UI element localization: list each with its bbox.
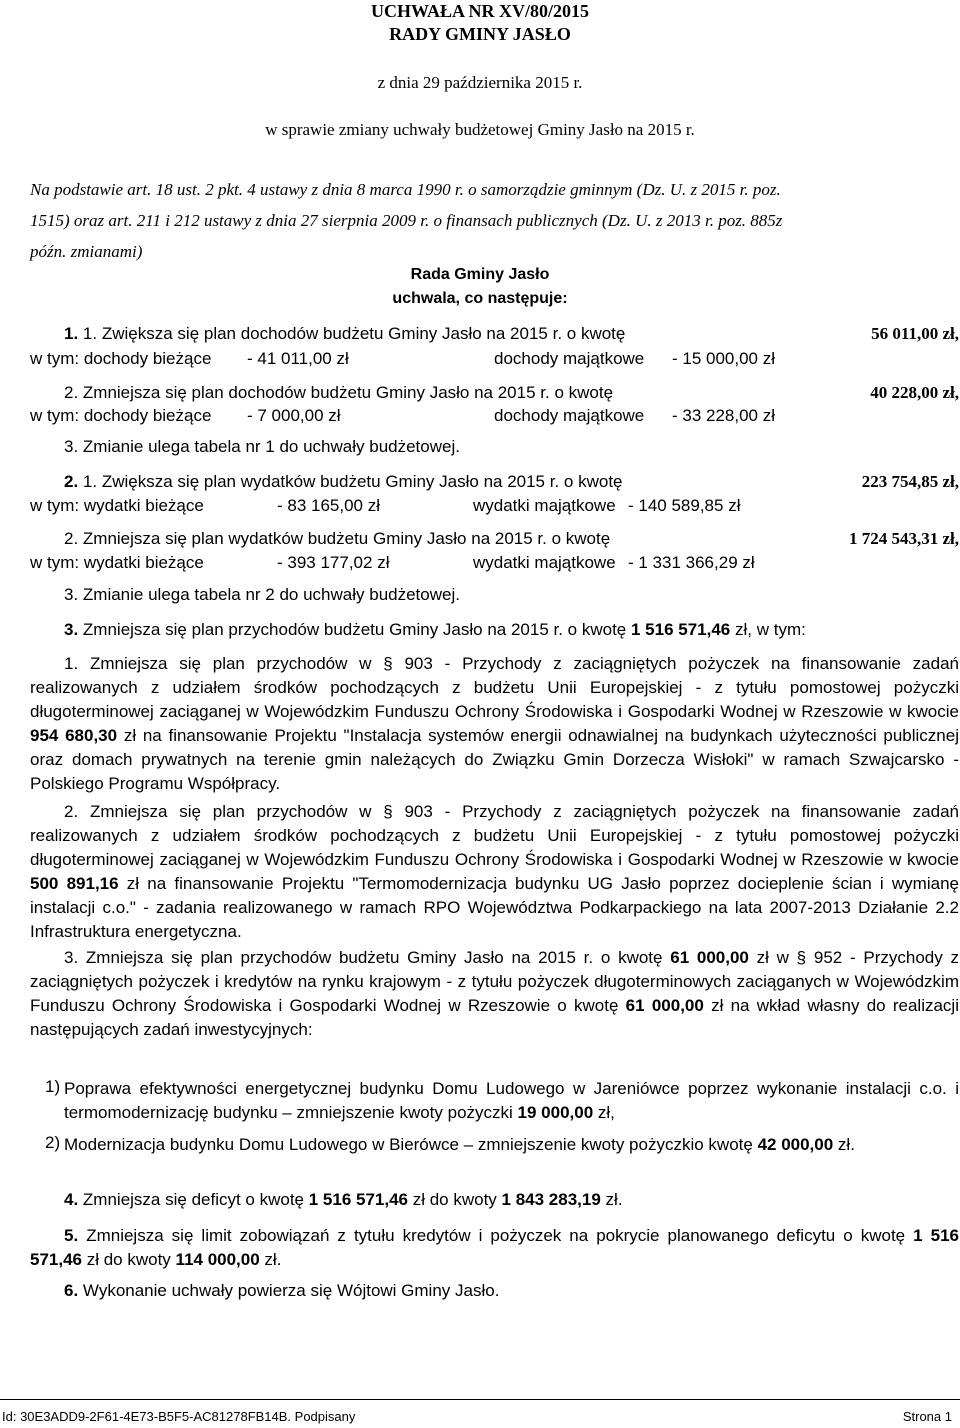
list-item-1-amount: 19 000,00 <box>517 1103 594 1122</box>
s3-paragraph-3 <box>30 946 959 1042</box>
resolution-decides: uchwala, co następuje: <box>392 290 568 307</box>
s1-item1-sub-a: w tym: dochody bieżące <box>30 349 212 368</box>
s2-number: 2. <box>64 472 79 491</box>
s3-intro <box>64 620 806 640</box>
list-item-2-amount: 42 000,00 <box>757 1135 834 1154</box>
legal-basis-line-1: Na podstawie art. 18 ust. 2 pkt. 4 ustawy z dnia 8 marca 1990 r. o samorządzie gminnym (Dz. U. z 2015 r. poz. <box>30 180 781 199</box>
s5-amount-2: 114 000,00 <box>175 1250 260 1269</box>
s2-item2-line <box>64 529 959 549</box>
s5-text-b: zł do kwoty <box>82 1250 176 1269</box>
list-item-1 <box>64 1077 959 1125</box>
s2-item1-sub-b: wydatki majątkowe <box>473 496 616 515</box>
s1-item2-line <box>64 383 959 403</box>
s5-text-a: Zmniejsza się limit zobowiązań z tytułu kredytów i pożyczek na pokrycie planowanego deficytu o kwotę <box>86 1226 914 1245</box>
s3-p2-text-b: zł na finansowanie Projektu "Termomodernizacja budynku UG Jasło poprzez docieplenie ścian i wymianę instalacji c.o." - zadania realizowanego w ramach RPO Województwa Podkarpackiego na lata 2007-2013 Działanie 2.2 Infrastruktura energetyczna. <box>30 874 959 941</box>
s3-intro-amount: 1 516 571,46 <box>631 620 731 639</box>
resolution-council: Rada Gminy Jasło <box>410 266 550 283</box>
s3-p1-amount: 954 680,30 <box>30 726 118 745</box>
s6-number: 6. <box>64 1281 79 1300</box>
s1-item2-val-a: - 7 000,00 zł <box>247 406 341 425</box>
list-item-1-number: 1) <box>45 1077 61 1096</box>
list-item-2-text-b: zł. <box>833 1135 855 1154</box>
s1-item1-val-a: - 41 011,00 zł <box>247 349 349 368</box>
s2-item2-val-a: - 393 177,02 zł <box>277 553 390 572</box>
s1-item2-val-b: - 33 228,00 zł <box>672 406 776 425</box>
s6 <box>64 1281 499 1301</box>
s2-item3: 3. Zmianie ulega tabela nr 2 do uchwały budżetowej. <box>64 585 460 604</box>
s1-number: 1. <box>64 324 79 343</box>
s1-item1-prefix: 1. <box>82 324 98 343</box>
list-item-1-text-b: zł, <box>593 1103 615 1122</box>
footer-divider <box>0 1399 960 1400</box>
list-item-2-text-a: Modernizacja budynku Domu Ludowego w Bierówce – zmniejszenie kwoty pożyczkio kwotę <box>64 1135 758 1154</box>
s2-item1-amount: 223 754,85 zł, <box>861 472 959 491</box>
s3-p3-amount-2: 61 000,00 <box>625 996 704 1015</box>
s2-item1-sub-a: w tym: wydatki bieżące <box>30 496 204 515</box>
s2-item2-sub-b: wydatki majątkowe <box>473 553 616 572</box>
s2-item2-val-b: - 1 331 366,29 zł <box>628 553 755 572</box>
list-item-1-text-a: Poprawa efektywności energetycznej budynku Domu Ludowego w Jareniówce poprzez wykonanie instalacji c.o. i termomodernizację budynku – zmniejszenie kwoty pożyczki <box>64 1079 959 1122</box>
s1-item2-text: 2. Zmniejsza się plan dochodów budżetu Gminy Jasło na 2015 r. o kwotę <box>64 383 614 402</box>
s5-text-c: zł. <box>259 1250 282 1269</box>
s3-p1-text-a: 1. Zmniejsza się plan przychodów w § 903 - Przychody z zaciągniętych pożyczek na finansowanie zadań realizowanych z udziałem środków pochodzących z budżetu Unii Europejskiej - z tytułu pomostowej pożyczki długoterminowej zaciąganej w Wojewódzkim Funduszu Ochrony Środowiska i Gospodarki Wodnej w Rzeszowie w kwocie <box>30 654 959 721</box>
s3-p3-amount-1: 61 000,00 <box>670 948 749 967</box>
s4-text-c: zł. <box>600 1190 623 1209</box>
s4-amount-2: 1 843 283,19 <box>501 1190 601 1209</box>
doc-subject: w sprawie zmiany uchwały budżetowej Gminy Jasło na 2015 r. <box>265 120 695 139</box>
s6-text: Wykonanie uchwały powierza się Wójtowi Gminy Jasło. <box>82 1281 500 1300</box>
s3-p2-amount: 500 891,16 <box>30 874 119 893</box>
s3-p3-text-a: 3. Zmniejsza się plan przychodów budżetu Gminy Jasło na 2015 r. o kwotę <box>64 948 671 967</box>
footer-document-id: Id: 30E3ADD9-2F61-4E73-B5F5-AC81278FB14B. Podpisany <box>2 1409 356 1424</box>
s3-p3-text-b: zł w § 952 - Przychody z zaciągniętych pożyczek i kredytów na rynku krajowym - z tytułu pożyczek długoterminowych zaciąganych w Wojewódzkim Funduszu Ochrony Środowiska i Gospodarki Wodnej w Rzeszowie o kwotę <box>30 948 959 1015</box>
s2-item1-text: Zwiększa się plan wydatków budżetu Gminy Jasło na 2015 r. o kwotę <box>101 472 623 491</box>
s1-item1-amount: 56 011,00 zł, <box>871 324 959 343</box>
s5-number: 5. <box>64 1226 79 1245</box>
s4-text-a: Zmniejsza się deficyt o kwotę <box>82 1190 309 1209</box>
s3-p1-text-b: zł na finansowanie Projektu "Instalacja systemów energii odnawialnej na budynkach użyteczności publicznej oraz domach prywatnych na terenie gmin należących do Związku Gmin Dorzecza Wisłoki" w ramach Szwajcarsko - Polskiego Programu Współpracy. <box>30 726 959 793</box>
s1-item1-line <box>64 324 959 344</box>
footer-page-number: Strona 1 <box>902 1409 952 1424</box>
s3-paragraph-2 <box>30 800 959 944</box>
s3-p2-text-a: 2. Zmniejsza się plan przychodów w § 903 - Przychody z zaciągniętych pożyczek na finansowanie zadań realizowanych z udziałem środków pochodzących z budżetu Unii Europejskiej - z tytułu pomostowej pożyczki długoterminowej zaciąganej w Wojewódzkim Funduszu Ochrony Środowiska i Gospodarki Wodnej w Rzeszowie w kwocie <box>30 802 959 869</box>
doc-issuer: RADY GMINY JASŁO <box>389 24 571 44</box>
s2-item1-val-a: - 83 165,00 zł <box>277 496 381 515</box>
legal-basis-line-3: późn. zmianami) <box>30 242 143 261</box>
list-item-2-number: 2) <box>45 1133 61 1152</box>
s1-item2-amount: 40 228,00 zł, <box>870 383 959 402</box>
s1-item1-sub-b: dochody majątkowe <box>494 349 645 368</box>
s1-item2-sub-a: w tym: dochody bieżące <box>30 406 212 425</box>
s1-item2-sub-b: dochody majątkowe <box>494 406 645 425</box>
list-item-2 <box>64 1133 959 1157</box>
s1-item1-val-b: - 15 000,00 zł <box>672 349 776 368</box>
s3-number: 3. <box>64 620 79 639</box>
doc-title: UCHWAŁA NR XV/80/2015 <box>370 1 589 21</box>
s2-item1-val-b: - 140 589,85 zł <box>628 496 741 515</box>
doc-date: z dnia 29 października 2015 r. <box>377 73 583 92</box>
s1-item3: 3. Zmianie ulega tabela nr 1 do uchwały budżetowej. <box>64 437 460 456</box>
s3-intro-tail: zł, w tym: <box>735 620 806 639</box>
s3-p3-text-c: zł na wkład własny do realizacji następujących zadań inwestycyjnych: <box>30 996 959 1039</box>
s3-intro-text: Zmniejsza się plan przychodów budżetu Gminy Jasło na 2015 r. o kwotę <box>82 620 627 639</box>
s2-item1-prefix: 1. <box>82 472 98 491</box>
s4 <box>64 1190 623 1210</box>
s2-item1-line <box>64 472 959 492</box>
s5-amount-1: 1 516 571,46 <box>30 1226 959 1269</box>
legal-basis-line-2: 1515) oraz art. 211 i 212 ustawy z dnia 27 sierpnia 2009 r. o finansach publicznych (Dz. U. z 2013 r. poz. 885z <box>30 211 783 230</box>
s5 <box>30 1224 959 1272</box>
s1-item1-text: Zwiększa się plan dochodów budżetu Gminy Jasło na 2015 r. o kwotę <box>101 324 626 343</box>
s4-number: 4. <box>64 1190 79 1209</box>
s4-amount-1: 1 516 571,46 <box>308 1190 408 1209</box>
s2-item2-amount: 1 724 543,31 zł, <box>848 529 959 548</box>
s2-item2-sub-a: w tym: wydatki bieżące <box>30 553 204 572</box>
s3-paragraph-1 <box>30 652 959 796</box>
s4-text-b: zł do kwoty <box>408 1190 502 1209</box>
s2-item2-text: 2. Zmniejsza się plan wydatków budżetu Gminy Jasło na 2015 r. o kwotę <box>64 529 611 548</box>
